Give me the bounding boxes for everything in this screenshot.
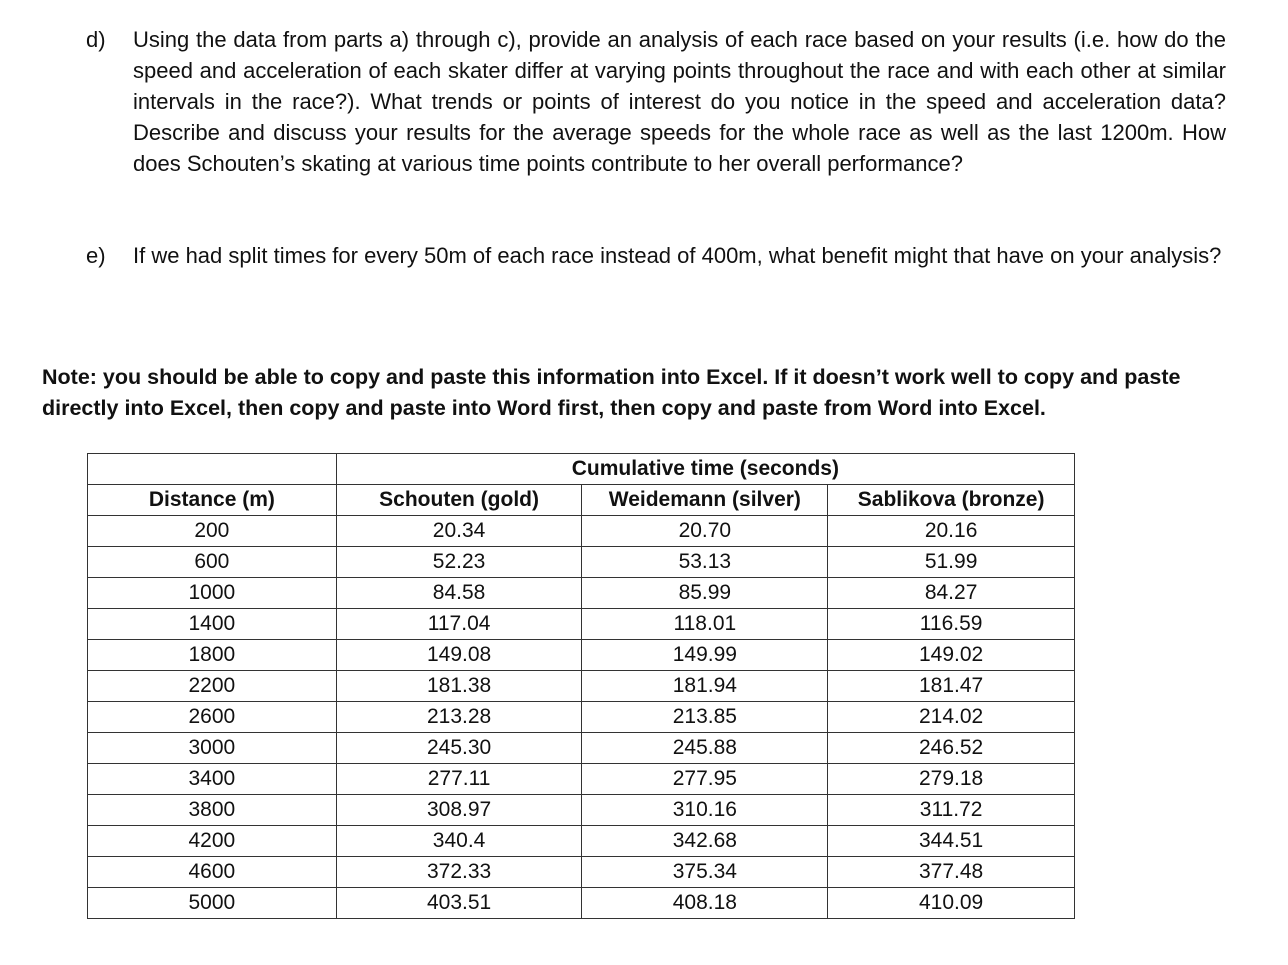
question-d-label: d)	[86, 27, 106, 52]
split-times-table	[87, 453, 1075, 919]
table-row	[88, 702, 1075, 733]
schouten-time-cell: 20.34	[336, 516, 582, 547]
weidemann-time-cell: 213.85	[582, 702, 828, 733]
weidemann-time-cell: 149.99	[582, 640, 828, 671]
question-d	[86, 24, 1226, 179]
weidemann-time-cell: 118.01	[582, 609, 828, 640]
question-e-text: If we had split times for every 50m of each race instead of 400m, what benefit might that have on your analysis?	[133, 243, 1222, 268]
sablikova-time-cell: 116.59	[828, 609, 1075, 640]
schouten-time-cell: 308.97	[336, 795, 582, 826]
sablikova-time-cell: 344.51	[828, 826, 1075, 857]
question-d-text: Using the data from parts a) through c), provide an analysis of each race based on your results (i.e. how do the speed and acceleration of each skater differ at varying points throughout the race and with each other at similar intervals in the race?). What trends or points of interest do you notice in the speed and acceleration data? Describe and discuss your results for the average speeds for the whole race as well as the last 1200m. How does Schouten’s skating at various time points contribute to her overall performance?	[133, 27, 1226, 176]
weidemann-time-cell: 53.13	[582, 547, 828, 578]
weidemann-time-cell: 408.18	[582, 888, 828, 919]
table-group-header-row	[88, 454, 1075, 485]
schouten-time-cell: 340.4	[336, 826, 582, 857]
table-row	[88, 578, 1075, 609]
distance-cell: 5000	[88, 888, 337, 919]
distance-cell: 200	[88, 516, 337, 547]
distance-cell: 4600	[88, 857, 337, 888]
weidemann-time-cell: 245.88	[582, 733, 828, 764]
sablikova-time-cell: 20.16	[828, 516, 1075, 547]
table-column-header-row	[88, 485, 1075, 516]
distance-cell: 1800	[88, 640, 337, 671]
schouten-time-cell: 403.51	[336, 888, 582, 919]
column-header-sablikova: Sablikova (bronze)	[828, 485, 1075, 516]
question-e	[86, 240, 1226, 271]
sablikova-time-cell: 149.02	[828, 640, 1075, 671]
distance-cell: 2200	[88, 671, 337, 702]
question-e-label: e)	[86, 243, 106, 268]
table-row	[88, 609, 1075, 640]
table-row	[88, 547, 1075, 578]
weidemann-time-cell: 85.99	[582, 578, 828, 609]
table-row	[88, 857, 1075, 888]
sablikova-time-cell: 377.48	[828, 857, 1075, 888]
sablikova-time-cell: 181.47	[828, 671, 1075, 702]
weidemann-time-cell: 277.95	[582, 764, 828, 795]
weidemann-time-cell: 342.68	[582, 826, 828, 857]
schouten-time-cell: 117.04	[336, 609, 582, 640]
column-header-distance: Distance (m)	[88, 485, 337, 516]
table-row	[88, 795, 1075, 826]
excel-note: Note: you should be able to copy and paste this information into Excel. If it doesn’t work well to copy and paste directly into Excel, then copy and paste into Word first, then copy and paste from Word into Excel.	[42, 365, 1181, 420]
schouten-time-cell: 372.33	[336, 857, 582, 888]
distance-cell: 3400	[88, 764, 337, 795]
schouten-time-cell: 149.08	[336, 640, 582, 671]
table-row	[88, 516, 1075, 547]
distance-cell: 600	[88, 547, 337, 578]
sablikova-time-cell: 279.18	[828, 764, 1075, 795]
weidemann-time-cell: 20.70	[582, 516, 828, 547]
schouten-time-cell: 52.23	[336, 547, 582, 578]
sablikova-time-cell: 84.27	[828, 578, 1075, 609]
sablikova-time-cell: 311.72	[828, 795, 1075, 826]
column-header-schouten: Schouten (gold)	[336, 485, 582, 516]
weidemann-time-cell: 310.16	[582, 795, 828, 826]
column-header-weidemann: Weidemann (silver)	[582, 485, 828, 516]
table-corner-cell	[88, 454, 337, 485]
table-row	[88, 764, 1075, 795]
table-row	[88, 888, 1075, 919]
weidemann-time-cell: 375.34	[582, 857, 828, 888]
distance-cell: 1000	[88, 578, 337, 609]
table-row	[88, 671, 1075, 702]
schouten-time-cell: 245.30	[336, 733, 582, 764]
schouten-time-cell: 84.58	[336, 578, 582, 609]
table-row	[88, 733, 1075, 764]
table-row	[88, 826, 1075, 857]
sablikova-time-cell: 410.09	[828, 888, 1075, 919]
weidemann-time-cell: 181.94	[582, 671, 828, 702]
sablikova-time-cell: 51.99	[828, 547, 1075, 578]
schouten-time-cell: 277.11	[336, 764, 582, 795]
distance-cell: 4200	[88, 826, 337, 857]
table-row	[88, 640, 1075, 671]
sablikova-time-cell: 214.02	[828, 702, 1075, 733]
distance-cell: 3000	[88, 733, 337, 764]
schouten-time-cell: 181.38	[336, 671, 582, 702]
distance-cell: 2600	[88, 702, 337, 733]
schouten-time-cell: 213.28	[336, 702, 582, 733]
distance-cell: 1400	[88, 609, 337, 640]
sablikova-time-cell: 246.52	[828, 733, 1075, 764]
distance-cell: 3800	[88, 795, 337, 826]
cumulative-time-header: Cumulative time (seconds)	[336, 454, 1074, 485]
